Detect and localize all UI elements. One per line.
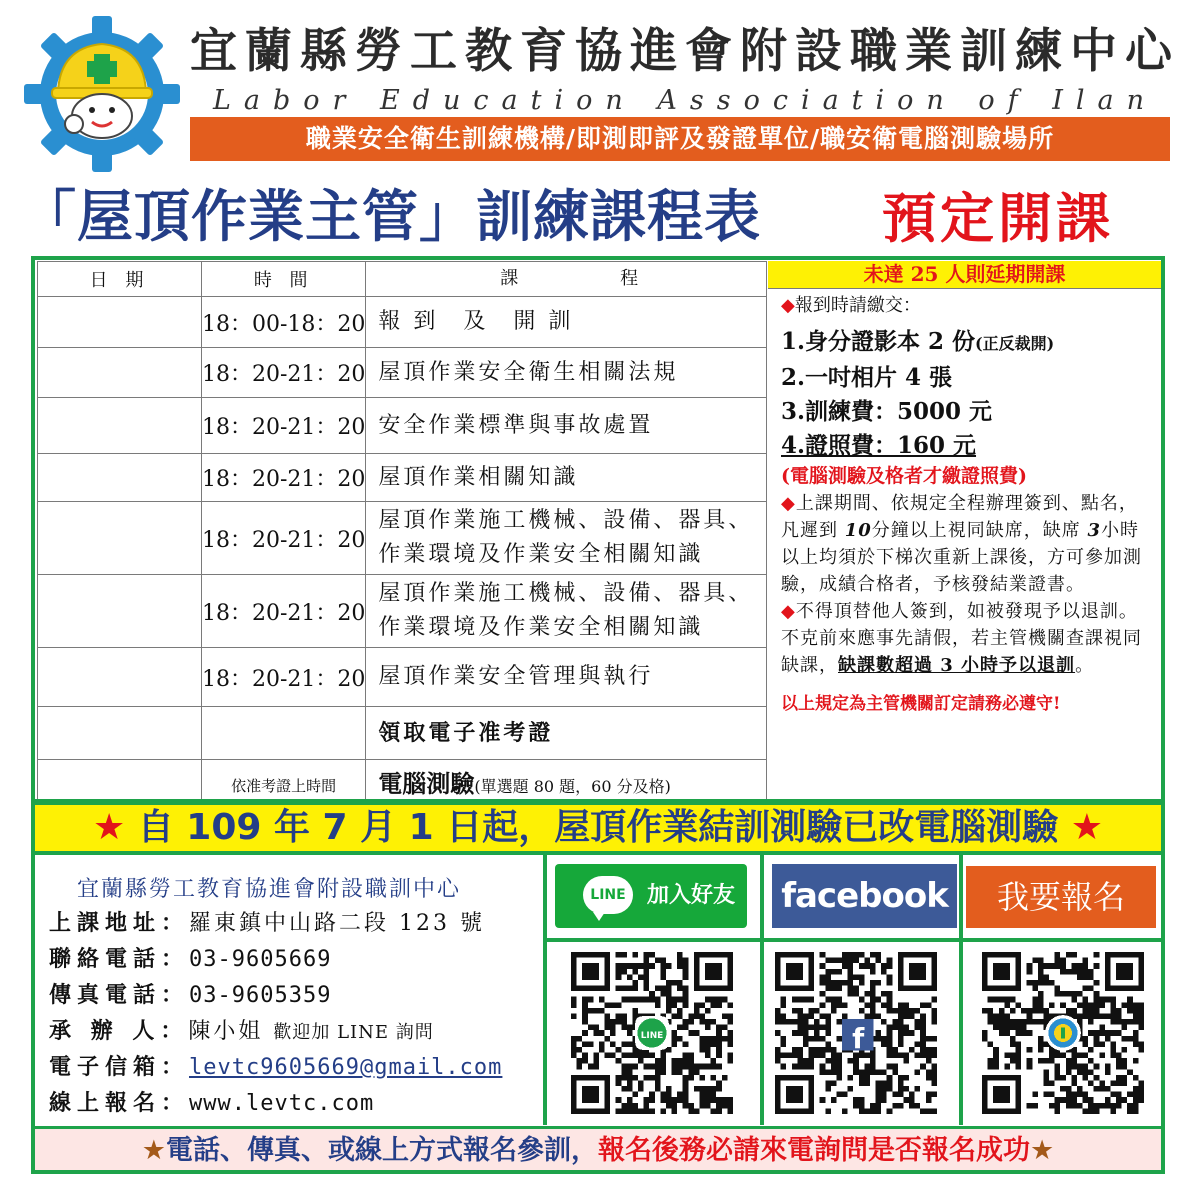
phone-value[interactable]: 03-9605669 [189, 947, 332, 972]
attendance-text-c: 分鐘以上視同缺席，缺席 [871, 520, 1088, 541]
attendance-rule [781, 490, 1156, 598]
attendance-absent-hours: 3 [1087, 520, 1102, 541]
register-button[interactable]: 我要報名 [966, 866, 1156, 928]
reminder-text-b: 報名後務必請來電詢問是否報名成功 [598, 1135, 1030, 1166]
time-cell: 18：00-18：20 [201, 297, 365, 348]
course-cell: 屋頂作業相關知識 [366, 454, 767, 502]
contact-person-label: 承 辦 人： [49, 1018, 189, 1044]
contact-person-name: 陳小姐 [188, 1019, 264, 1044]
course-cell: 屋頂作業安全衛生相關法規 [366, 348, 767, 398]
organization-tagline: 職業安全衛生訓練機構/即測即評及發證單位/職安衛電腦測驗場所 [190, 117, 1170, 161]
time-cell [201, 707, 365, 760]
time-column-header: 時 間 [201, 262, 365, 297]
course-column-header: 課 程 [366, 262, 767, 297]
requirement-training-fee: 3.訓練費：5000 元 [781, 398, 993, 425]
fax-value: 03-9605359 [189, 983, 332, 1008]
center-name: 宜蘭縣勞工教育協進會附設職訓中心 [77, 877, 462, 902]
banner-text: 自 109 年 7 月 1 日起，屋頂作業結訓測驗已改電腦測驗 [137, 807, 1059, 848]
date-cell [38, 502, 202, 575]
course-line-2: 作業環境及作業安全相關知識 [378, 615, 704, 640]
diamond-bullet-icon: ◆ [781, 493, 796, 514]
address-label: 上課地址： [49, 910, 190, 936]
contact-person-row [49, 1014, 434, 1045]
time-cell: 18：20-21：20 [201, 454, 365, 502]
course-cell: 領取電子准考證 [366, 707, 767, 760]
contact-info [35, 858, 543, 1122]
svg-text:LINE: LINE [640, 1031, 664, 1042]
divider [760, 855, 764, 1125]
email-row [49, 1050, 502, 1081]
course-line-2: 作業環境及作業安全相關知識 [378, 542, 704, 567]
bring-items-title: 報到時請繳交： [794, 295, 921, 316]
date-cell [38, 454, 202, 502]
attendance-text-a: 上課期間、依規定全程辦理簽到、點名，凡遲到 [781, 493, 1138, 541]
svg-text:f: f [852, 1022, 865, 1056]
address-row [49, 906, 485, 937]
line-qr-code-icon[interactable] [571, 952, 733, 1114]
time-cell: 18：20-21：20 [201, 398, 365, 454]
schedule-table [37, 261, 767, 811]
line-add-friend-button[interactable] [555, 864, 747, 928]
attendance-text-e: 小時以上均須於下梯次重新上課後，方可參加測驗，成績合格者，予核發結業證書。 [781, 520, 1142, 595]
fax-label: 傳真電話： [49, 982, 190, 1008]
bring-items-title-row [781, 292, 1156, 319]
date-cell [38, 348, 202, 398]
proxy-text-c: 。 [1075, 655, 1095, 676]
course-line-1: 屋頂作業施工機械、設備、器具、 [378, 508, 754, 533]
compliance-note: 以上規定為主管機關訂定請務必遵守! [781, 694, 1061, 714]
date-cell [38, 398, 202, 454]
organization-english-name: Labor Education Association of Ilan [212, 85, 1158, 116]
license-fee-note: (電腦測驗及格者才繳證照費) [781, 465, 1027, 487]
line-add-friend-label: 加入好友 [646, 883, 735, 908]
registration-qr-code-icon[interactable] [982, 952, 1144, 1114]
organization-name: 宜蘭縣勞工教育協進會附設職業訓練中心 [190, 24, 1180, 79]
date-cell [38, 707, 202, 760]
email-link[interactable]: levtc9605669@gmail.com [189, 1055, 503, 1080]
course-line-1: 屋頂作業施工機械、設備、器具、 [378, 581, 754, 606]
date-cell [38, 575, 202, 648]
diamond-bullet-icon: ◆ [781, 295, 795, 316]
star-icon: ★ [1070, 807, 1104, 848]
facebook-qr-code-icon[interactable] [775, 952, 937, 1114]
table-row [38, 348, 767, 398]
minimum-enrollment-notice: 未達 25 人則延期開課 [768, 261, 1161, 289]
divider [543, 938, 1161, 942]
contact-person-note: 歡迎加 LINE 詢問 [273, 1022, 434, 1043]
web-label: 線上報名： [49, 1090, 190, 1116]
reminder-text-a: 電話、傳真、或線上方式報名參訓， [166, 1135, 598, 1166]
course-cell: 報 到 及 開 訓 [366, 297, 767, 348]
facebook-button[interactable]: facebook [772, 864, 957, 928]
table-row [38, 707, 767, 760]
fax-row [49, 978, 331, 1009]
header [0, 0, 1197, 180]
address-value: 羅東鎮中山路二段 123 號 [189, 911, 485, 936]
requirement-photo: 2.一吋相片 4 張 [781, 364, 953, 391]
schedule-header-row [38, 262, 767, 297]
table-row [38, 648, 767, 707]
requirement-id-copy-text: 1.身分證影本 2 份 [781, 328, 976, 355]
table-row [38, 297, 767, 348]
time-cell: 18：20-21：20 [201, 648, 365, 707]
course-title: 「屋頂作業主管」訓練課程表 [20, 185, 761, 250]
web-link[interactable]: www.levtc.com [189, 1091, 375, 1116]
date-cell [38, 297, 202, 348]
safety-helmet-logo-icon [22, 14, 182, 174]
diamond-bullet-icon: ◆ [781, 601, 796, 622]
notice-panel [781, 292, 1156, 718]
star-icon: ★ [92, 807, 126, 848]
proxy-rule [781, 598, 1156, 679]
divider [543, 855, 547, 1125]
table-row [38, 575, 767, 648]
phone-label: 聯絡電話： [49, 946, 190, 972]
table-row [38, 454, 767, 502]
course-status: 預定開課 [882, 186, 1114, 250]
time-cell: 18：20-21：20 [201, 575, 365, 648]
exam-note: (單選題 80 題，60 分及格) [474, 776, 671, 796]
star-icon: ★ [1030, 1135, 1055, 1166]
star-icon: ★ [141, 1135, 166, 1166]
date-cell [38, 648, 202, 707]
line-icon: LINE [583, 876, 633, 914]
registration-reminder [35, 1126, 1161, 1170]
table-row [38, 502, 767, 575]
exam-label: 電腦測驗 [378, 768, 475, 798]
proxy-text-a: 不得頂替他人簽到，如被發現予以退訓。不克前來應事先請假，若主管機關查課視同缺課， [781, 601, 1142, 676]
course-cell: 安全作業標準與事故處置 [366, 398, 767, 454]
web-row [49, 1086, 374, 1117]
course-cell: 屋頂作業安全管理與執行 [366, 648, 767, 707]
proxy-text-b: 缺課數超過 3 小時予以退訓 [838, 655, 1076, 676]
phone-row [49, 942, 331, 973]
time-cell: 18：20-21：20 [201, 502, 365, 575]
time-cell: 依准考證上時間 [201, 760, 365, 811]
table-row [38, 398, 767, 454]
course-cell [366, 502, 767, 575]
date-column-header: 日 期 [38, 262, 202, 297]
time-cell: 18：20-21：20 [201, 348, 365, 398]
requirement-id-copy-note: (正反裁開) [975, 334, 1055, 353]
requirement-id-copy [781, 325, 1156, 361]
attendance-late-minutes: 10 [844, 520, 872, 541]
email-label: 電子信箱： [49, 1054, 190, 1080]
computer-exam-banner [35, 801, 1161, 855]
requirement-license-fee: 4.證照費：160 元 [781, 432, 977, 459]
divider [959, 855, 963, 1125]
course-cell [366, 575, 767, 648]
